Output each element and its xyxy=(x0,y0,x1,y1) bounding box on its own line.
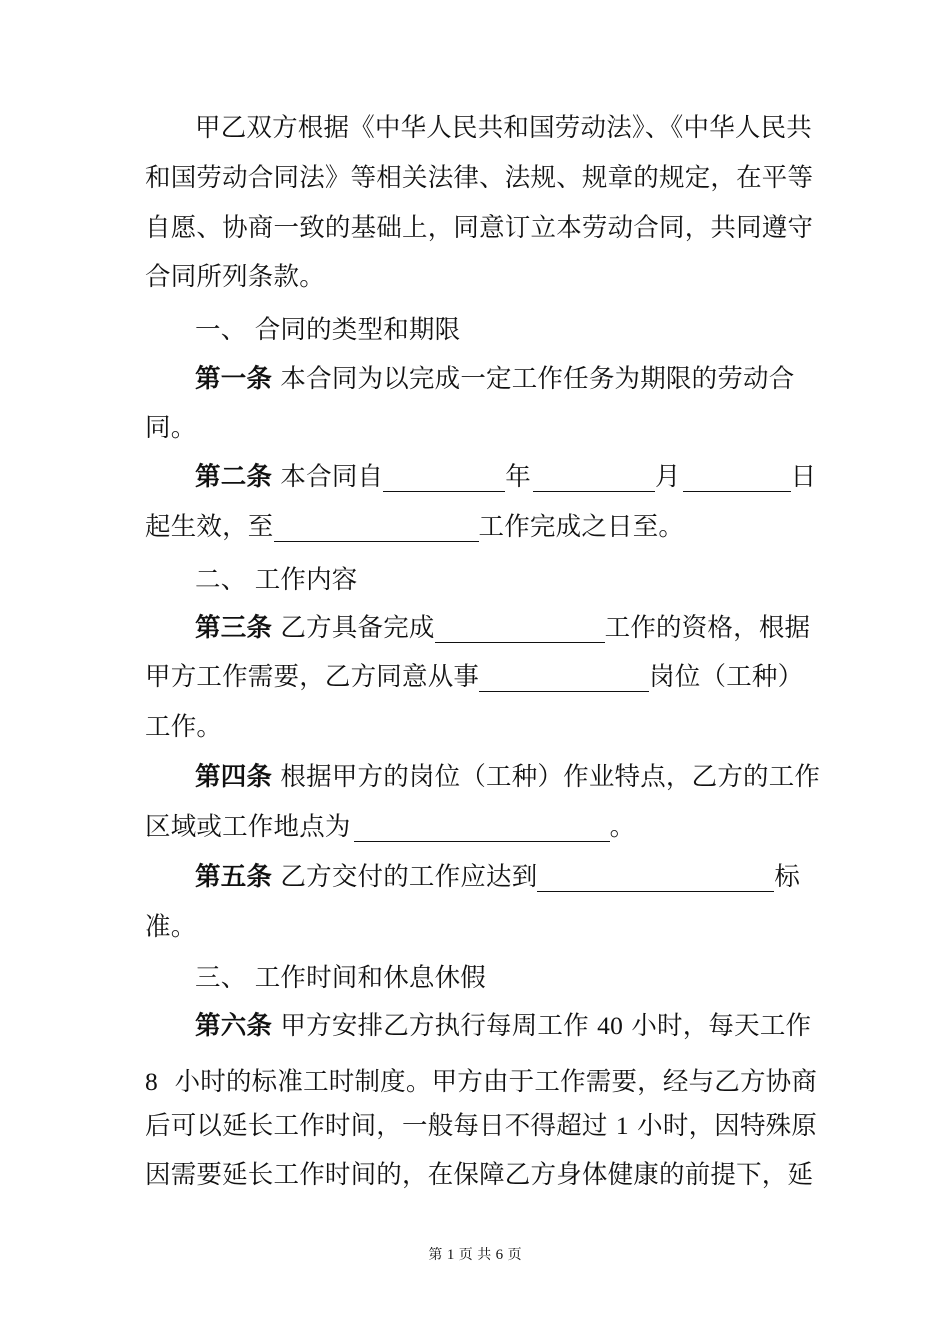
article-2 xyxy=(195,462,816,492)
blank-qualification[interactable] xyxy=(435,613,605,643)
article-3-text: 乙方具备完成 xyxy=(272,613,435,643)
article-3 xyxy=(195,613,810,643)
section-heading-1: 一、 合同的类型和期限 xyxy=(195,315,461,345)
day-label: 日 xyxy=(790,462,817,492)
hours-per-week: 40 xyxy=(597,1011,624,1040)
section-heading-2: 二、 工作内容 xyxy=(195,565,358,595)
hours-per-day: 8 xyxy=(145,1067,158,1096)
page-number: 1 xyxy=(446,1247,455,1263)
article-1 xyxy=(195,364,794,394)
article-1-line-2: 同。 xyxy=(145,413,197,443)
article-5-text-b: 标 xyxy=(774,862,801,892)
blank-end-date[interactable] xyxy=(274,512,479,542)
intro-line-1: 甲乙双方根据《中华人民共和国劳动法》、《中华人民共 xyxy=(195,113,813,143)
article-4-line-2-text: 区域或工作地点为 xyxy=(145,812,351,842)
article-5 xyxy=(195,862,800,892)
article-3-text-b: 工作的资格，根据 xyxy=(604,613,811,643)
article-6-line-2 xyxy=(145,1067,817,1097)
article-6-line-3 xyxy=(145,1111,817,1141)
article-6 xyxy=(195,1011,811,1041)
article-6-line-2-text: 小时的标准工时制度。甲方由于工作需要，经与乙方协商 xyxy=(157,1067,818,1097)
blank-position[interactable] xyxy=(479,662,649,692)
page-footer xyxy=(0,1244,950,1264)
article-4-text: 根据甲方的岗位（工种）作业特点，乙方的工作 xyxy=(272,762,821,792)
article-6-text-a: 甲方安排乙方执行每周工作 xyxy=(272,1011,598,1041)
article-6-label: 第六条 xyxy=(195,1011,273,1041)
blank-day[interactable] xyxy=(683,462,791,492)
article-6-line-3-text-b: 小时，因特殊原 xyxy=(628,1111,818,1141)
blank-standard[interactable] xyxy=(537,862,774,892)
article-2-label: 第二条 xyxy=(195,462,273,492)
article-2-text: 本合同自 xyxy=(272,462,384,492)
total-pages: 6 xyxy=(495,1247,504,1263)
article-4 xyxy=(195,762,820,792)
article-2-end-text: 工作完成之日至。 xyxy=(478,512,685,542)
article-4-period: 。 xyxy=(609,812,636,842)
footer-pre: 第 xyxy=(428,1247,447,1263)
intro-line-3: 自愿、协商一致的基础上，同意订立本劳动合同，共同遵守 xyxy=(145,213,814,243)
intro-line-2: 和国劳动合同法》等相关法律、法规、规章的规定，在平等 xyxy=(145,163,814,193)
article-6-line-4: 因需要延长工作时间的，在保障乙方身体健康的前提下，延 xyxy=(145,1160,814,1190)
article-4-label: 第四条 xyxy=(195,762,273,792)
month-label: 月 xyxy=(654,462,681,492)
intro-line-4: 合同所列条款。 xyxy=(145,262,325,292)
article-2-line-2 xyxy=(145,512,684,542)
blank-work-location[interactable] xyxy=(354,812,610,842)
blank-month[interactable] xyxy=(533,462,655,492)
article-5-text: 乙方交付的工作应达到 xyxy=(272,862,538,892)
article-5-line-2: 准。 xyxy=(145,912,197,942)
max-overtime-hours: 1 xyxy=(615,1111,629,1140)
footer-post: 页 xyxy=(503,1247,522,1263)
footer-mid: 页 共 xyxy=(454,1247,496,1263)
article-4-line-2 xyxy=(145,812,635,842)
section-heading-3: 三、 工作时间和休息休假 xyxy=(195,963,487,993)
article-6-line-3-text-a: 后可以延长工作时间，一般每日不得超过 xyxy=(145,1111,616,1141)
blank-year[interactable] xyxy=(383,462,505,492)
article-3-line-2 xyxy=(145,662,803,692)
article-3-line-2-text: 甲方工作需要，乙方同意从事 xyxy=(145,662,480,692)
article-1-label: 第一条 xyxy=(195,364,273,394)
year-label: 年 xyxy=(505,462,531,492)
article-5-label: 第五条 xyxy=(195,862,273,892)
article-3-position-text: 岗位（工种） xyxy=(649,662,804,692)
article-1-text: 本合同为以完成一定工作任务为期限的劳动合 xyxy=(272,364,795,394)
article-6-text-b: 小时，每天工作 xyxy=(623,1011,812,1041)
article-2-effective-text: 起生效，至 xyxy=(145,512,274,542)
article-3-label: 第三条 xyxy=(195,613,273,643)
article-3-line-3: 工作。 xyxy=(145,712,223,742)
